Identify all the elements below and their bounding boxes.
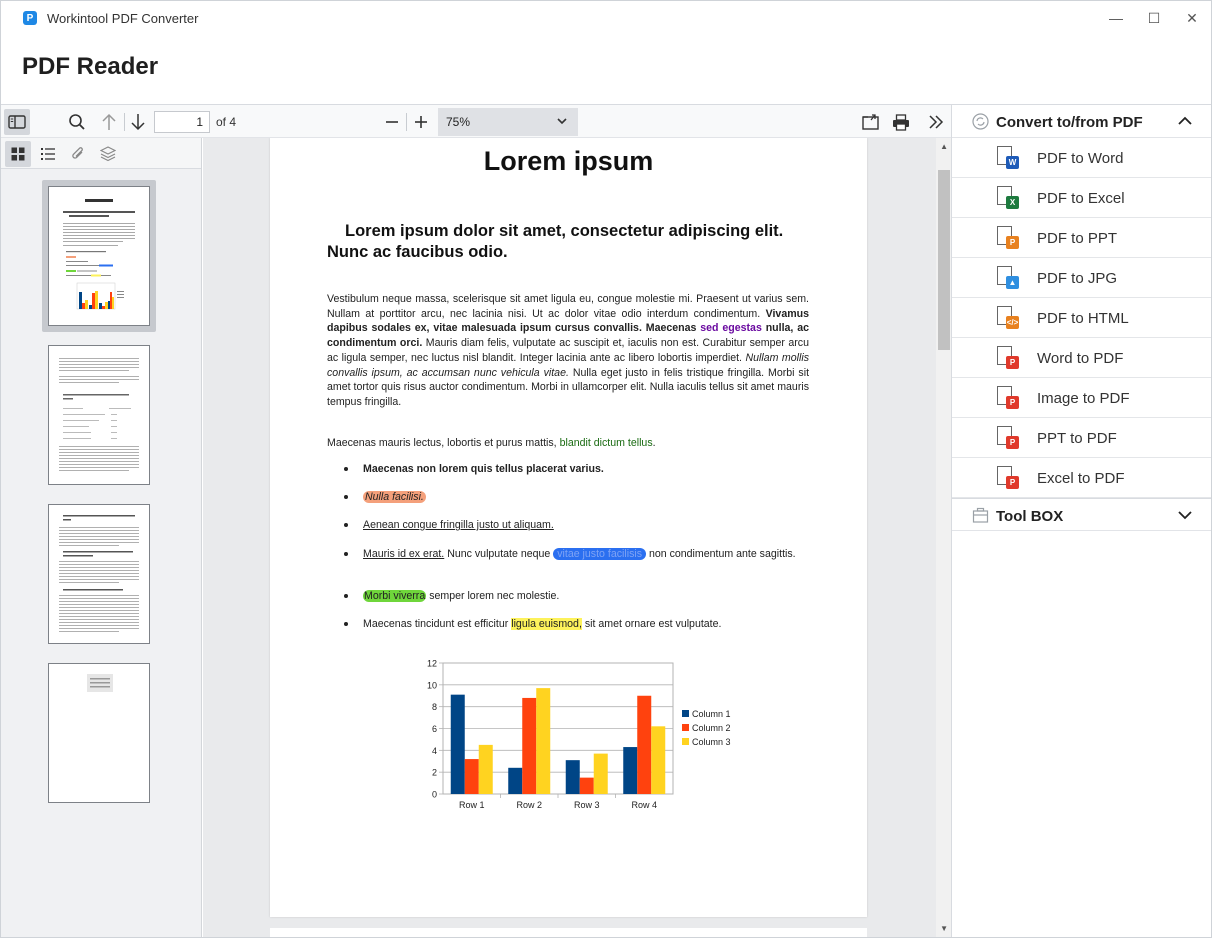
convert-item-label: Image to PDF: [1037, 390, 1130, 407]
convert-item-label: Word to PDF: [1037, 350, 1124, 367]
y-tick-label: 2: [431, 767, 437, 778]
convert-item-label: PDF to PPT: [1037, 230, 1118, 247]
zoom-value: 75%: [446, 115, 471, 129]
arrow-up-icon: [101, 113, 117, 131]
total-pages-label: of 4: [216, 115, 237, 129]
open-file-icon: [862, 114, 880, 130]
underlined-text[interactable]: Mauris id ex erat.: [363, 548, 445, 560]
chart-bar: [623, 747, 637, 794]
maximize-button[interactable]: ☐: [1147, 9, 1161, 26]
convert-item-ppt-to-pdf[interactable]: [952, 418, 1212, 458]
highlight-yellow[interactable]: ligula euismod,: [511, 618, 582, 630]
tools-panel: [951, 104, 1212, 938]
scroll-down-arrow-icon[interactable]: ▼: [940, 924, 948, 933]
convert-item-image-to-pdf[interactable]: [952, 378, 1212, 418]
legend-swatch: [682, 710, 689, 717]
convert-item-pdf-to-ppt[interactable]: [952, 218, 1212, 258]
list-item: [327, 518, 809, 532]
list-item: [327, 617, 809, 631]
convert-item-excel-to-pdf[interactable]: [952, 458, 1212, 498]
file-convert-icon: [997, 386, 1021, 412]
convert-item-pdf-to-excel[interactable]: [952, 178, 1212, 218]
list-item: [327, 589, 809, 603]
format-badge: P: [1006, 476, 1019, 489]
file-convert-icon: [997, 346, 1021, 372]
document-page-1: [270, 138, 867, 917]
list-item-text: Maecenas non lorem quis tellus placerat varius.: [363, 463, 604, 475]
app-title: Workintool PDF Converter: [47, 10, 199, 26]
list-item-text: non condimentum ante sagittis.: [648, 548, 796, 560]
tab-layers[interactable]: [95, 141, 121, 167]
tab-attachments[interactable]: [65, 141, 91, 167]
open-file-button[interactable]: [858, 109, 884, 135]
convert-item-pdf-to-jpg[interactable]: [952, 258, 1212, 298]
x-tick-label: Row 1: [458, 800, 485, 810]
format-badge: P: [1006, 356, 1019, 369]
print-button[interactable]: [888, 109, 914, 135]
document-paragraph-1: [327, 292, 809, 410]
layers-icon: [100, 146, 116, 162]
scrollbar-thumb[interactable]: [938, 170, 950, 350]
paperclip-icon: [70, 146, 86, 162]
file-convert-icon: [997, 186, 1021, 212]
toolbox-section-label: Tool BOX: [996, 508, 1064, 525]
file-convert-icon: [997, 146, 1021, 172]
text-run: Maecenas mauris lectus, lobortis et purus mattis,: [327, 437, 557, 449]
chart-bar: [637, 696, 651, 794]
bar-chart: [420, 656, 750, 818]
format-badge: W: [1006, 156, 1019, 169]
chart-bar: [479, 745, 493, 794]
format-badge: </>: [1006, 318, 1019, 327]
chevron-down-icon: [1177, 508, 1193, 522]
sidebar-toggle-icon: [8, 115, 26, 129]
text-run: Nulla eget justo in felis tristique fringilla. Morbi sit amet tortor quis risus auctor condimentum. Morbi in ullamcorper elit. Nulla iaculis tellus sit amet mauris tempus fringilla.: [327, 366, 810, 408]
scroll-up-arrow-icon[interactable]: ▲: [940, 142, 948, 151]
highlight-salmon[interactable]: Nulla facilisi.: [365, 491, 424, 503]
convert-section-label: Convert to/from PDF: [996, 114, 1143, 131]
page-thumbnail-3[interactable]: [48, 504, 150, 644]
text-run: Vestibulum neque massa, scelerisque sit amet ligula eu, congue molestie mi. Praesent ut varius sem. Nullam at porttitor arcu, nec lacinia nisi. Ut ac dolor vitae odio interdum condimentum.: [327, 293, 809, 320]
y-tick-label: 4: [431, 745, 437, 756]
toolbox-icon: [972, 507, 989, 524]
thumbnail-preview: [49, 505, 149, 643]
convert-item-label: PPT to PDF: [1037, 430, 1117, 447]
chevron-down-icon: [556, 115, 568, 127]
chart-bar: [594, 754, 608, 794]
window-controls: [1097, 1, 1211, 35]
plus-icon: [414, 115, 428, 129]
thumbnail-preview: [49, 346, 149, 484]
list-item: [327, 490, 809, 504]
previous-page-button[interactable]: [96, 109, 122, 135]
zoom-out-button[interactable]: [379, 109, 405, 135]
printer-icon: [892, 114, 910, 131]
text-run-bold: nulla, ac condimentum orci.: [327, 322, 810, 350]
page-thumbnail-4[interactable]: [48, 663, 150, 803]
text-run-bold: Vivamus dapibus sodales ex, vitae malesuada ipsum cursus convallis. Maecenas: [327, 307, 809, 335]
title-bar: [1, 1, 1211, 35]
convert-item-label: PDF to JPG: [1037, 270, 1118, 287]
text-run: .: [652, 437, 656, 449]
convert-item-label: PDF to Word: [1037, 150, 1124, 167]
page-thumbnail-2[interactable]: [48, 345, 150, 485]
minimize-button[interactable]: —: [1109, 10, 1123, 26]
convert-item-pdf-to-word[interactable]: [952, 138, 1212, 178]
document-title: Lorem ipsum: [483, 146, 654, 176]
legend-swatch: [682, 738, 689, 745]
thumbnail-preview: [49, 187, 149, 325]
zoom-select[interactable]: [438, 108, 578, 136]
tab-outline[interactable]: [35, 141, 61, 167]
legend-label: Column 1: [692, 709, 731, 719]
list-item-text: sit amet ornare est vulputate.: [584, 618, 722, 630]
underlined-text[interactable]: Aenean congue fringilla justo ut aliquam.: [363, 519, 554, 531]
document-heading: Lorem ipsum dolor sit amet, consectetur adipiscing elit. Nunc ac faucibus odio.: [327, 222, 784, 261]
sidebar-tabs: [1, 138, 201, 169]
page-number-input[interactable]: 1: [154, 111, 210, 133]
text-run-italic: Nullam mollis convallis ipsum, ac accumsan nunc vehicula vitae.: [327, 351, 809, 379]
text-run: Mauris diam felis, vulputate ac suscipit et, iaculis non est. Curabitur semper arcu ac ligula semper, nec luctus nisl blandit. Integer lacinia ante ac libero lobortis imperdiet.: [327, 337, 809, 364]
legend-label: Column 2: [692, 723, 731, 733]
more-tools-button[interactable]: [923, 109, 949, 135]
format-badge: P: [1006, 236, 1019, 249]
legend-swatch: [682, 724, 689, 731]
chart-bar: [580, 778, 594, 794]
convert-item-word-to-pdf[interactable]: [952, 338, 1212, 378]
arrow-down-icon: [130, 113, 146, 131]
legend-label: Column 3: [692, 737, 731, 747]
next-page-button[interactable]: [125, 109, 151, 135]
file-convert-icon: [997, 426, 1021, 452]
page-title: PDF Reader: [22, 53, 159, 80]
chart-bar: [566, 760, 580, 794]
x-tick-label: Row 4: [631, 800, 658, 810]
chart-bar: [451, 695, 465, 794]
close-button[interactable]: ✕: [1186, 9, 1198, 26]
x-tick-label: Row 2: [516, 800, 543, 810]
page-thumbnail-1[interactable]: [48, 186, 150, 326]
chart-bar: [522, 698, 536, 794]
chart-bar: [465, 759, 479, 794]
x-tick-label: Row 3: [573, 800, 600, 810]
chart-bar: [536, 688, 550, 794]
tab-thumbnails[interactable]: [5, 141, 31, 167]
format-badge: P: [1006, 396, 1019, 409]
convert-item-pdf-to-html[interactable]: [952, 298, 1212, 338]
vertical-scrollbar[interactable]: [936, 138, 951, 938]
highlight-green[interactable]: Morbi viverra: [364, 590, 426, 602]
double-chevron-right-icon: [928, 115, 944, 129]
format-badge: ▲: [1006, 276, 1019, 289]
convert-item-label: PDF to HTML: [1037, 310, 1129, 327]
chart-bar: [508, 768, 522, 794]
file-convert-icon: [997, 266, 1021, 292]
list-item-text: Maecenas tincidunt est efficitur: [363, 618, 509, 630]
format-badge: P: [1006, 436, 1019, 449]
search-icon: [68, 113, 86, 131]
app-logo-icon: P: [23, 11, 37, 25]
zoom-in-button[interactable]: [408, 109, 434, 135]
toolbar-divider: [406, 113, 407, 131]
document-page-2: [270, 928, 867, 938]
list-icon: [40, 147, 56, 161]
grid-icon: [11, 147, 25, 161]
y-tick-label: 10: [426, 680, 437, 691]
text-run-bold-purple: sed egestas: [700, 322, 762, 335]
text-run-green: blandit dictum tellus: [559, 437, 653, 449]
y-tick-label: 6: [431, 724, 437, 734]
file-convert-icon: [997, 226, 1021, 252]
thumbnail-preview: [49, 664, 149, 802]
highlight-blue[interactable]: vitae justo facilisis: [553, 548, 646, 560]
convert-section-header[interactable]: [952, 105, 1212, 138]
convert-icon: [972, 113, 989, 130]
list-item: [327, 547, 809, 561]
format-badge: X: [1006, 196, 1019, 209]
convert-item-label: PDF to Excel: [1037, 190, 1125, 207]
convert-item-label: Excel to PDF: [1037, 470, 1125, 487]
thumbnail-sidebar: [1, 138, 202, 938]
file-convert-icon: [997, 306, 1021, 332]
minus-icon: [385, 115, 399, 129]
document-viewer[interactable]: [203, 138, 951, 938]
file-convert-icon: [997, 466, 1021, 492]
list-item-text: semper lorem nec molestie.: [429, 590, 560, 602]
toolbox-section-header[interactable]: [952, 498, 1212, 531]
document-paragraph-2: [327, 436, 809, 451]
sidebar-toggle-button[interactable]: [4, 109, 30, 135]
list-item: [327, 462, 809, 476]
chart-bar: [651, 726, 665, 794]
search-button[interactable]: [64, 109, 90, 135]
chevron-up-icon: [1177, 114, 1193, 128]
viewer-toolbar: [1, 104, 951, 138]
y-tick-label: 12: [426, 658, 437, 669]
y-tick-label: 8: [431, 702, 437, 713]
list-item-text: Nunc vulputate neque: [447, 548, 551, 560]
y-tick-label: 0: [431, 789, 437, 800]
